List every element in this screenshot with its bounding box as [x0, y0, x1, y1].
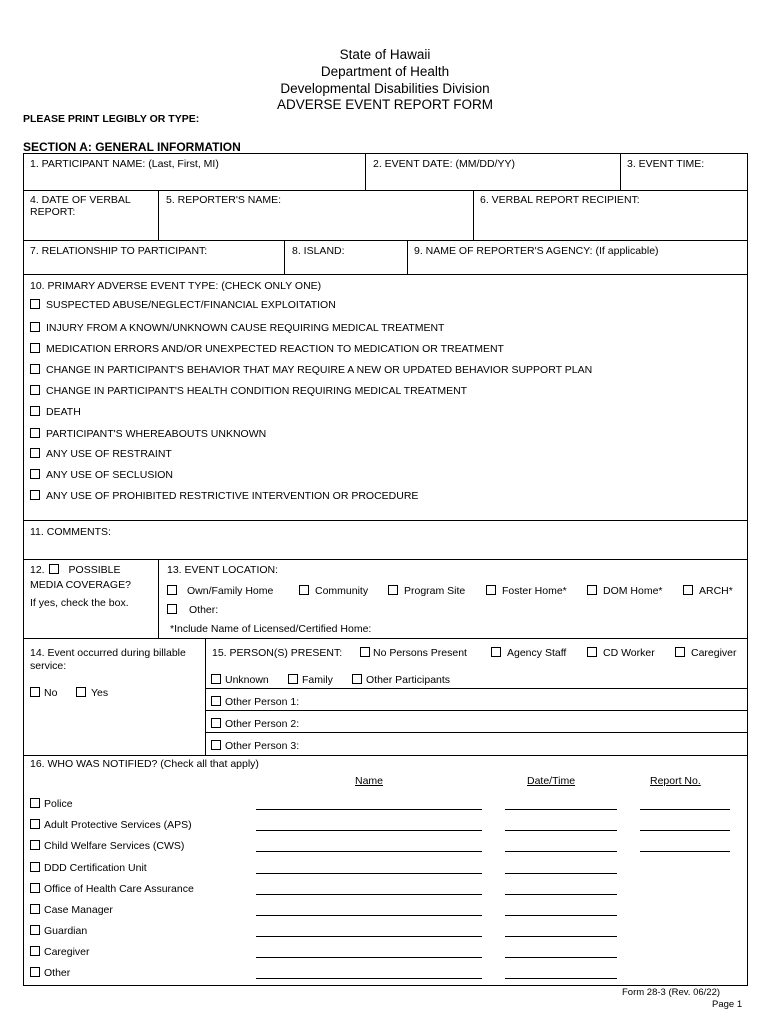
persons-family[interactable]: Family [288, 674, 333, 686]
date-time-line[interactable] [505, 830, 617, 831]
date-time-line[interactable] [505, 915, 617, 916]
location-other[interactable]: Other: [167, 604, 218, 616]
location-arch[interactable]: ARCH* [683, 585, 733, 597]
event-type-option[interactable]: ANY USE OF SECLUSION [30, 469, 173, 481]
persons-present-title: 15. PERSON(S) PRESENT: [212, 647, 343, 659]
checkbox-icon[interactable] [211, 718, 221, 728]
location-dom-home[interactable]: DOM Home* [587, 585, 663, 597]
checkbox-icon[interactable] [49, 564, 59, 574]
notified-case-manager[interactable]: Case Manager [30, 904, 113, 916]
checkbox-icon[interactable] [211, 696, 221, 706]
event-type-title: 10. PRIMARY ADVERSE EVENT TYPE: (CHECK ONLY ONE) [30, 280, 322, 292]
name-line[interactable] [256, 936, 482, 937]
column-date-time: Date/Time [527, 775, 576, 787]
checkbox-icon[interactable] [211, 674, 221, 684]
checkbox-icon[interactable] [288, 674, 298, 684]
name-line[interactable] [256, 809, 482, 810]
persons-caregiver[interactable]: Caregiver [675, 647, 737, 659]
participant-name-field[interactable]: 1. PARTICIPANT NAME: (Last, First, MI) [30, 158, 219, 170]
checkbox-icon[interactable] [491, 647, 501, 657]
header-state: State of Hawaii [339, 47, 431, 62]
checkbox-icon[interactable] [30, 428, 40, 438]
notified-title: 16. WHO WAS NOTIFIED? (Check all that apply) [30, 758, 259, 770]
checkbox-icon[interactable] [30, 364, 40, 374]
checkbox-icon[interactable] [675, 647, 685, 657]
verbal-recipient-field[interactable]: 6. VERBAL REPORT RECIPIENT: [480, 194, 640, 206]
persons-agency-staff[interactable]: Agency Staff [491, 647, 566, 659]
billable-label: 14. Event occurred during billable [30, 647, 186, 659]
licensed-home-note[interactable]: *Include Name of Licensed/Certified Home: [170, 623, 372, 635]
checkbox-icon[interactable] [587, 585, 597, 595]
event-type-option[interactable]: INJURY FROM A KNOWN/UNKNOWN CAUSE REQUIRING MEDICAL TREATMENT [30, 322, 444, 334]
notified-guardian[interactable]: Guardian [30, 925, 87, 937]
notified-police[interactable]: Police [30, 798, 73, 810]
verbal-date-field[interactable]: REPORT: [30, 206, 76, 218]
report-no-line[interactable] [640, 809, 730, 810]
checkbox-icon[interactable] [30, 687, 40, 697]
event-type-option[interactable]: ANY USE OF PROHIBITED RESTRICTIVE INTERVENTION OR PROCEDURE [30, 490, 418, 502]
checkbox-icon[interactable] [30, 448, 40, 458]
notified-ohca[interactable]: Office of Health Care Assurance [30, 883, 194, 895]
media-coverage-instruction: If yes, check the box. [30, 597, 129, 609]
checkbox-icon[interactable] [30, 490, 40, 500]
event-type-option[interactable]: SUSPECTED ABUSE/NEGLECT/FINANCIAL EXPLOITATION [30, 299, 336, 311]
date-time-line[interactable] [505, 809, 617, 810]
media-coverage-question: MEDIA COVERAGE? [30, 579, 131, 591]
event-type-option[interactable]: DEATH [30, 406, 81, 418]
date-time-line[interactable] [505, 894, 617, 895]
checkbox-icon[interactable] [360, 647, 370, 657]
form-number: Form 28-3 (Rev. 06/22) [622, 987, 721, 998]
form-title: ADVERSE EVENT REPORT FORM [276, 97, 494, 112]
other-person-2[interactable]: Other Person 2: [211, 718, 299, 730]
other-person-1[interactable]: Other Person 1: [211, 696, 299, 708]
name-line[interactable] [256, 915, 482, 916]
persons-unknown[interactable]: Unknown [211, 674, 269, 686]
checkbox-icon[interactable] [30, 406, 40, 416]
notified-aps[interactable]: Adult Protective Services (APS) [30, 819, 192, 831]
checkbox-icon[interactable] [30, 299, 40, 309]
name-line[interactable] [256, 830, 482, 831]
name-line[interactable] [256, 957, 482, 958]
notified-caregiver[interactable]: Caregiver [30, 946, 90, 958]
event-location-title: 13. EVENT LOCATION: [167, 564, 279, 576]
checkbox-icon[interactable] [30, 469, 40, 479]
checkbox-icon[interactable] [167, 604, 177, 614]
checkbox-icon[interactable] [30, 840, 40, 850]
print-instruction: PLEASE PRINT LEGIBLY OR TYPE: [23, 113, 200, 125]
checkbox-icon[interactable] [30, 798, 40, 808]
media-coverage-label[interactable]: 12. POSSIBLE [30, 564, 121, 576]
location-community[interactable]: Community [299, 585, 368, 597]
page-number: Page 1 [712, 999, 743, 1010]
billable-label-2: service: [30, 660, 67, 672]
island-field[interactable]: 8. ISLAND: [292, 245, 345, 257]
notified-other[interactable]: Other [30, 967, 70, 979]
date-time-line[interactable] [505, 957, 617, 958]
checkbox-icon[interactable] [211, 740, 221, 750]
relationship-field[interactable]: 7. RELATIONSHIP TO PARTICIPANT: [30, 245, 208, 257]
persons-cd-worker[interactable]: CD Worker [587, 647, 655, 659]
checkbox-icon[interactable] [30, 904, 40, 914]
header-department: Department of Health [320, 64, 450, 79]
checkbox-icon[interactable] [683, 585, 693, 595]
header-division: Developmental Disabilities Division [280, 81, 490, 96]
checkbox-icon[interactable] [299, 585, 309, 595]
report-no-line[interactable] [640, 830, 730, 831]
date-time-line[interactable] [505, 851, 617, 852]
checkbox-icon[interactable] [388, 585, 398, 595]
checkbox-icon[interactable] [30, 883, 40, 893]
location-program-site[interactable]: Program Site [388, 585, 465, 597]
checkbox-icon[interactable] [352, 674, 362, 684]
checkbox-icon[interactable] [30, 862, 40, 872]
checkbox-icon[interactable] [30, 385, 40, 395]
location-foster-home[interactable]: Foster Home* [486, 585, 567, 597]
date-time-line[interactable] [505, 936, 617, 937]
billable-yes[interactable]: Yes [76, 687, 108, 699]
checkbox-icon[interactable] [76, 687, 86, 697]
name-line[interactable] [256, 978, 482, 979]
name-line[interactable] [256, 873, 482, 874]
location-own-family-home[interactable]: Own/Family Home [167, 585, 273, 597]
notified-cws[interactable]: Child Welfare Services (CWS) [30, 840, 184, 852]
other-person-3[interactable]: Other Person 3: [211, 740, 299, 752]
checkbox-icon[interactable] [167, 585, 177, 595]
reporter-name-field[interactable]: 5. REPORTER'S NAME: [166, 194, 282, 206]
comments-field[interactable]: 11. COMMENTS: [30, 526, 111, 538]
billable-no[interactable]: No [30, 687, 57, 699]
report-no-line[interactable] [640, 851, 730, 852]
name-line[interactable] [256, 851, 482, 852]
event-type-option[interactable]: MEDICATION ERRORS AND/OR UNEXPECTED REACTION TO MEDICATION OR TREATMENT [30, 343, 504, 355]
checkbox-icon[interactable] [30, 946, 40, 956]
event-date-field[interactable]: 2. EVENT DATE: (MM/DD/YY) [373, 158, 515, 170]
persons-other-participants[interactable]: Other Participants [352, 674, 450, 686]
checkbox-icon[interactable] [30, 343, 40, 353]
name-line[interactable] [256, 894, 482, 895]
event-type-option[interactable]: CHANGE IN PARTICIPANT'S HEALTH CONDITION REQUIRING MEDICAL TREATMENT [30, 385, 467, 397]
column-report-no: Report No. [650, 775, 701, 787]
checkbox-icon[interactable] [486, 585, 496, 595]
agency-field[interactable]: 9. NAME OF REPORTER'S AGENCY: (If applicable) [414, 245, 659, 257]
date-time-line[interactable] [505, 978, 617, 979]
event-time-field[interactable]: 3. EVENT TIME: [627, 158, 705, 170]
column-name: Name [355, 775, 384, 787]
event-type-option[interactable]: ANY USE OF RESTRAINT [30, 448, 172, 460]
notified-certification-unit[interactable]: DDD Certification Unit [30, 862, 147, 874]
event-type-option[interactable]: CHANGE IN PARTICIPANT'S BEHAVIOR THAT MAY REQUIRE A NEW OR UPDATED BEHAVIOR SUPPORT PLAN [30, 364, 592, 376]
checkbox-icon[interactable] [30, 925, 40, 935]
checkbox-icon[interactable] [587, 647, 597, 657]
date-time-line[interactable] [505, 873, 617, 874]
verbal-date-label-1: 4. DATE OF VERBAL [30, 194, 131, 206]
checkbox-icon[interactable] [30, 967, 40, 977]
checkbox-icon[interactable] [30, 819, 40, 829]
section-a-title: SECTION A: GENERAL INFORMATION [23, 140, 241, 154]
event-type-option[interactable]: PARTICIPANT'S WHEREABOUTS UNKNOWN [30, 428, 266, 440]
checkbox-icon[interactable] [30, 322, 40, 332]
persons-no-persons[interactable]: No Persons Present [360, 647, 467, 659]
